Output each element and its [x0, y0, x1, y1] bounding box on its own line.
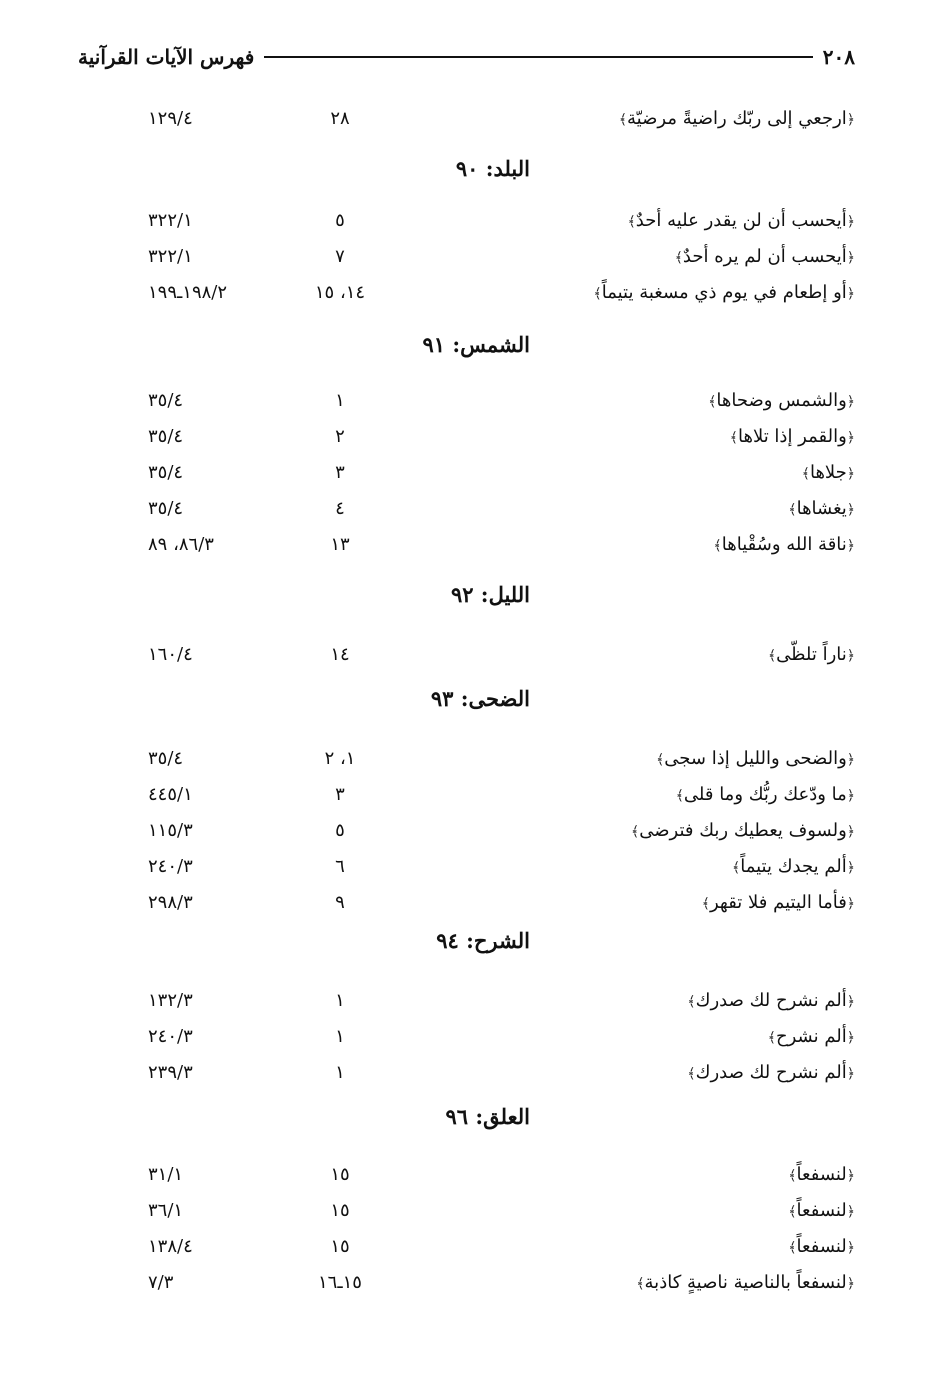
ornate-bracket-close: ﴾ [593, 286, 602, 302]
verse-words: فأما اليتيم فلا تقهر [709, 892, 847, 913]
volume-page-reference: ٣٥/٤ [148, 390, 184, 411]
verse-number: ٥ [335, 820, 345, 841]
verse-text [594, 282, 855, 303]
verse-row [0, 242, 933, 276]
ornate-bracket-close: ﴾ [801, 466, 810, 482]
ornate-bracket-close: ﴾ [674, 250, 683, 266]
verse-words: لنسفعاً [796, 1164, 847, 1185]
verse-number: ١ [335, 1062, 345, 1083]
page-number: ٢٠٨ [822, 45, 855, 69]
verse-words: ألم نشرح [775, 1026, 847, 1047]
verse-number: ١ [335, 390, 345, 411]
verse-number: ١٣ [330, 534, 350, 555]
volume-page-reference: ١٩٨/٢ـ١٩٩ [148, 282, 228, 303]
ornate-bracket-open: ﴿ [846, 1204, 855, 1220]
ornate-bracket-close: ﴾ [788, 1168, 797, 1184]
verse-row [0, 780, 933, 814]
volume-page-reference: ٢٩٨/٣ [148, 892, 193, 913]
verse-row [0, 278, 933, 312]
volume-page-reference: ٣٥/٤ [148, 748, 184, 769]
verse-text [788, 498, 855, 519]
ornate-bracket-close: ﴾ [618, 112, 628, 128]
ornate-bracket-open: ﴿ [846, 896, 855, 912]
verse-number: ١٤، ١٥ [314, 282, 366, 303]
verse-number: ١٥ [330, 1236, 350, 1257]
ornate-bracket-open: ﴿ [846, 1168, 855, 1184]
verse-row [0, 104, 933, 138]
verse-text [619, 108, 855, 129]
volume-page-reference: ٢٣٩/٣ [148, 1062, 193, 1083]
ornate-bracket-close: ﴾ [767, 1030, 776, 1046]
ornate-bracket-open: ﴿ [846, 502, 855, 518]
verse-number: ١، ٢ [324, 748, 356, 769]
verse-text [656, 748, 855, 769]
surah-heading: الضحى: ٩٣ [430, 686, 530, 711]
verse-words: والشمس وضحاها [716, 390, 847, 411]
verse-words: ألم نشرح لك صدرك [695, 990, 847, 1011]
volume-page-reference: ١٢٩/٤ [148, 108, 193, 129]
volume-page-reference: ١٣٨/٤ [148, 1236, 193, 1257]
verse-number: ١٤ [330, 644, 350, 665]
verse-text [702, 892, 855, 913]
volume-page-reference: ٣١/١ [148, 1164, 184, 1185]
ornate-bracket-close: ﴾ [636, 1276, 645, 1292]
surah-heading: البلد: ٩٠ [455, 156, 530, 181]
verse-words: ارجعي إلى ربّك راضيةً مرضيّة [627, 108, 847, 129]
verse-text [687, 1062, 855, 1083]
ornate-bracket-close: ﴾ [788, 1240, 797, 1256]
ornate-bracket-close: ﴾ [708, 394, 717, 410]
verse-row [0, 744, 933, 778]
volume-page-reference: ٣٢٢/١ [148, 210, 193, 231]
verse-text [675, 246, 855, 267]
page-title: فهرس الآيات القرآنية [78, 45, 255, 69]
ornate-bracket-close: ﴾ [627, 214, 636, 230]
verse-row [0, 816, 933, 850]
verse-words: أيحسب أن لم يره أحدٌ [682, 246, 847, 267]
verse-number: ١ [335, 990, 345, 1011]
verse-row [0, 1160, 933, 1194]
verse-row [0, 422, 933, 456]
ornate-bracket-open: ﴿ [846, 112, 855, 128]
verse-words: والقمر إذا تلاها [737, 426, 847, 447]
ornate-bracket-open: ﴿ [846, 752, 855, 768]
verse-words: أيحسب أن لن يقدر عليه أحدٌ [635, 210, 847, 231]
verse-number: ٧ [335, 246, 345, 267]
verse-row [0, 1232, 933, 1266]
header-rule [264, 56, 812, 58]
ornate-bracket-open: ﴿ [846, 824, 855, 840]
verse-text [708, 390, 855, 411]
verse-row [0, 852, 933, 886]
ornate-bracket-close: ﴾ [656, 752, 665, 768]
ornate-bracket-open: ﴿ [846, 860, 855, 876]
verse-number: ٤ [335, 498, 345, 519]
verse-row [0, 1058, 933, 1092]
verse-number: ٩ [335, 892, 345, 913]
verse-words: جلاها [809, 462, 847, 483]
verse-number: ٢٨ [330, 108, 350, 129]
ornate-bracket-close: ﴾ [687, 1066, 696, 1082]
ornate-bracket-open: ﴿ [846, 286, 855, 302]
verse-text [730, 426, 855, 447]
verse-text [788, 1164, 855, 1185]
ornate-bracket-open: ﴿ [846, 250, 855, 266]
ornate-bracket-close: ﴾ [732, 860, 741, 876]
volume-page-reference: ٣٥/٤ [148, 498, 184, 519]
ornate-bracket-close: ﴾ [788, 502, 797, 518]
volume-page-reference: ١٦٠/٤ [148, 644, 193, 665]
verse-row [0, 1268, 933, 1302]
verse-words: ألم يجدك يتيماً [740, 856, 847, 877]
verse-number: ٣ [335, 462, 345, 483]
verse-row [0, 386, 933, 420]
verse-words: يغشاها [796, 498, 847, 519]
verse-words: ناراً تلظّى [776, 644, 847, 665]
volume-page-reference: ١٣٢/٣ [148, 990, 193, 1011]
volume-page-reference: ٣٥/٤ [148, 462, 184, 483]
verse-text [676, 784, 855, 805]
ornate-bracket-open: ﴿ [846, 430, 855, 446]
verse-row [0, 494, 933, 528]
volume-page-reference: ٧/٣ [148, 1272, 174, 1293]
verse-row [0, 206, 933, 240]
verse-words: والضحى والليل إذا سجى [664, 748, 847, 769]
ornate-bracket-open: ﴿ [846, 1066, 855, 1082]
verse-row [0, 530, 933, 564]
ornate-bracket-open: ﴿ [846, 1276, 855, 1292]
verse-text [788, 1236, 855, 1257]
verse-words: لنسفعاً [796, 1236, 847, 1257]
volume-page-reference: ٢٤٠/٣ [148, 1026, 193, 1047]
ornate-bracket-open: ﴿ [846, 394, 855, 410]
volume-page-reference: ٤٤٥/١ [148, 784, 193, 805]
ornate-bracket-open: ﴿ [846, 1030, 855, 1046]
verse-words: ولسوف يعطيك ربك فترضى [639, 820, 847, 841]
verse-row [0, 640, 933, 674]
verse-number: ١٥ـ١٦ [318, 1272, 362, 1293]
page-header [78, 40, 855, 74]
volume-page-reference: ٣٢٢/١ [148, 246, 193, 267]
ornate-bracket-close: ﴾ [767, 648, 777, 664]
verse-words: ألم نشرح لك صدرك [695, 1062, 847, 1083]
verse-number: ١٥ [330, 1200, 350, 1221]
ornate-bracket-open: ﴿ [846, 466, 855, 482]
ornate-bracket-open: ﴿ [846, 538, 855, 554]
ornate-bracket-close: ﴾ [713, 538, 722, 554]
verse-text [768, 1026, 855, 1047]
ornate-bracket-close: ﴾ [631, 824, 640, 840]
verse-words: ناقة الله وسُقْياها [721, 534, 847, 555]
verse-text [687, 990, 855, 1011]
volume-page-reference: ٣٦/١ [148, 1200, 184, 1221]
surah-heading: الليل: ٩٢ [450, 582, 530, 607]
ornate-bracket-open: ﴿ [846, 214, 855, 230]
verse-row [0, 888, 933, 922]
verse-number: ٣ [335, 784, 345, 805]
surah-heading: الشمس: ٩١ [422, 332, 530, 357]
verse-number: ٢ [335, 426, 345, 447]
surah-heading: العلق: ٩٦ [445, 1104, 530, 1129]
volume-page-reference: ٨٦/٣، ٨٩ [148, 534, 214, 555]
verse-number: ١٥ [330, 1164, 350, 1185]
verse-text [714, 534, 855, 555]
verse-text [628, 210, 855, 231]
verse-words: ما ودّعك ربُّك وما قلى [683, 784, 847, 805]
verse-words: لنسفعاً بالناصية ناصيةٍ كاذبة [644, 1272, 847, 1293]
ornate-bracket-close: ﴾ [687, 994, 696, 1010]
volume-page-reference: ١١٥/٣ [148, 820, 193, 841]
ornate-bracket-open: ﴿ [846, 1240, 855, 1256]
volume-page-reference: ٣٥/٤ [148, 426, 184, 447]
verse-number: ٥ [335, 210, 345, 231]
ornate-bracket-open: ﴿ [846, 994, 855, 1010]
verse-words: لنسفعاً [796, 1200, 847, 1221]
volume-page-reference: ٢٤٠/٣ [148, 856, 193, 877]
ornate-bracket-open: ﴿ [846, 648, 855, 664]
verse-text [631, 820, 855, 841]
verse-number: ٦ [335, 856, 345, 877]
ornate-bracket-close: ﴾ [675, 788, 684, 804]
verse-words: أو إطعام في يوم ذي مسغبة يتيماً [601, 282, 847, 303]
verse-row [0, 458, 933, 492]
verse-row [0, 986, 933, 1020]
verse-text [732, 856, 855, 877]
verse-text [768, 644, 855, 665]
ornate-bracket-close: ﴾ [701, 896, 710, 912]
verse-row [0, 1022, 933, 1056]
verse-row [0, 1196, 933, 1230]
verse-number: ١ [335, 1026, 345, 1047]
verse-text [802, 462, 855, 483]
ornate-bracket-close: ﴾ [729, 430, 738, 446]
verse-text [636, 1272, 855, 1293]
verse-text [788, 1200, 855, 1221]
ornate-bracket-open: ﴿ [846, 788, 855, 804]
ornate-bracket-close: ﴾ [788, 1204, 797, 1220]
surah-heading: الشرح: ٩٤ [436, 928, 530, 953]
